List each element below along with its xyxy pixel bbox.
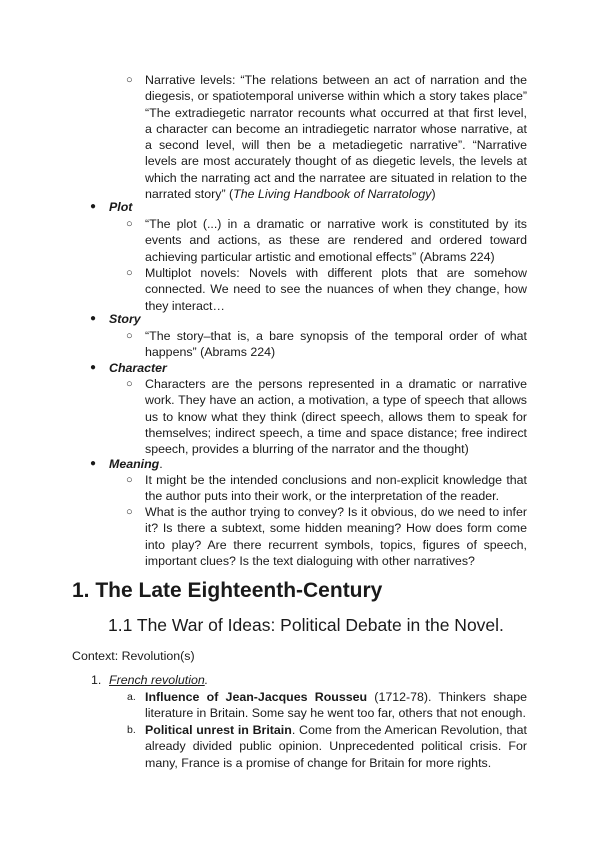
story-heading: ● Story [90,312,141,326]
french-revolution-label: French revolution [109,673,205,687]
list-letter: a. [127,691,136,703]
story-item-1: ○ “The story–that is, a bare synopsis of the temporal order of what happens” (Abrams 224) [145,328,527,361]
bullet-dot-icon: ● [90,458,97,469]
narrative-levels-text: Narrative levels: “The relations between an act of narration and the diegesis, or spatiotemporal universe within which a story takes place” “The extradiegetic narrator recounts what occurred at that first level, a character can become an intradiegetic narrator whose narrative, at a second level, will then be a metadiegetic narrative”. “Narrative levels are most accurately thought of as diegetic levels, the levels at which the narrating act and the narratee are situated in relation to the narrated story” ( [145,73,527,202]
section-heading: 1.1 The War of Ideas: Political Debate in the Novel. [108,615,504,635]
political-unrest-bold-label: Political unrest in Britain [145,723,292,737]
plot-heading: ● Plot [90,200,133,214]
chapter-heading: 1. The Late Eighteenth-Century [72,579,383,602]
narratology-source-title: The Living Handbook of Narratology [233,187,432,202]
plot-item-1: ○ “The plot (...) in a dramatic or narrative work is constituted by its events and actions, as these are rendered and ordered toward achieving particular artistic and emotional effects” (Abrams 224) [145,216,527,265]
bullet-dot-icon: ● [90,313,97,324]
sub-item-rousseau: a. Influence of Jean-Jacques Rousseu (1712-78). Thinkers shape literature in Britain. Some say he went too far, others that not enough. [127,690,527,721]
meaning-heading: ● Meaning. [90,457,163,471]
context-line: Context: Revolution(s) [72,649,195,663]
list-letter: b. [127,724,136,736]
bullet-dot-icon: ● [90,362,97,373]
bullet-dot-icon: ● [90,201,97,212]
character-item-1: ○ Characters are the persons represented in a dramatic or narrative work. They have an action, a motivation, a type of speech that allows us to know what they think (direct speech, allows them to speak for themselves; indirect speech, a time and space distance; free indirect speech, provides a blurring of the narrator and the thought) [145,376,527,457]
meaning-item-1: ○ It might be the intended conclusions and non-explicit knowledge that the author puts into their work, or the interpretation of the reader. [145,472,527,505]
plot-item-2: ○ Multiplot novels: Novels with different plots that are somehow connected. We need to see the nuances of when they change, how they interact… [145,265,527,314]
list-number: 1. [91,673,102,687]
character-heading: ● Character [90,361,167,375]
numbered-item-french-revolution: 1. French revolution. [91,673,209,687]
narrative-levels-text-end: ) [431,187,436,202]
meaning-item-2: ○ What is the author trying to convey? Is it obvious, do we need to infer it? Is there a subtext, some hidden meaning? How does form come into play? Are there recurrent symbols, topics, figures of speech, important clues? Is the text dialoguing with other narratives? [145,504,527,569]
narrative-levels-item [145,72,527,202]
sub-item-political-unrest: b. Political unrest in Britain. Come from the American Revolution, that already divided public opinion. Unprecedented political crisis. For many, France is a promise of change for Britain for more rights. [127,723,527,770]
rousseau-bold-label: Influence of Jean-Jacques Rousseu [145,690,368,704]
